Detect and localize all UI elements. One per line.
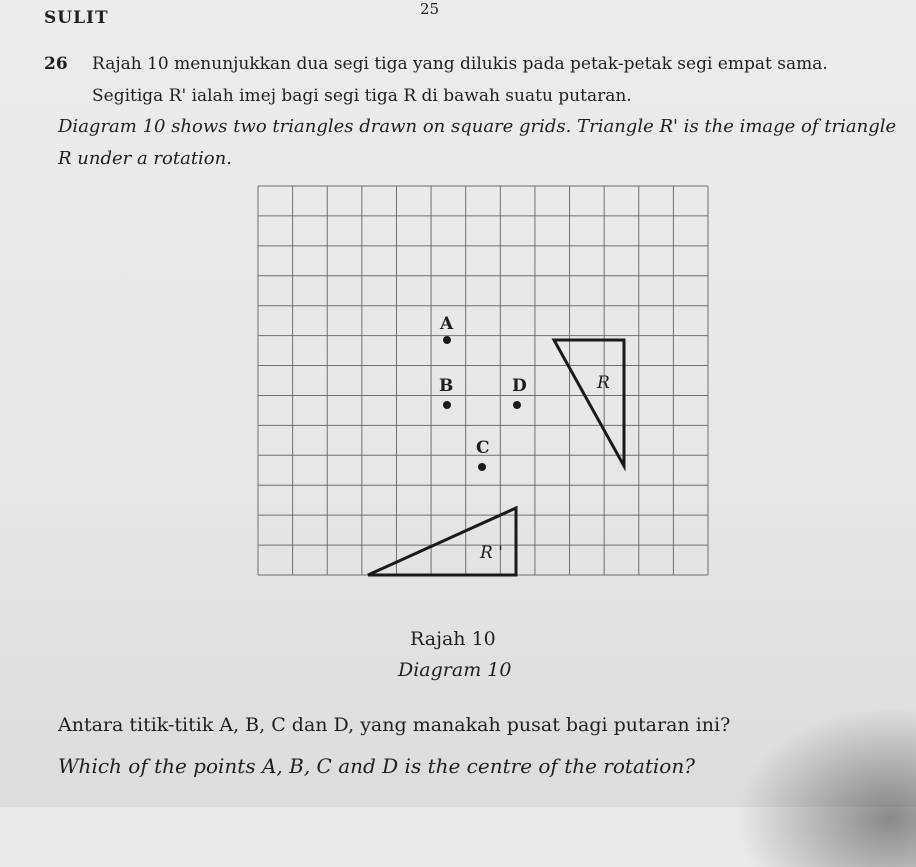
question-malay-line1: Rajah 10 menunjukkan dua segi tiga yang dilukis pada petak-petak segi empat sama. [92, 54, 828, 74]
point-c-label: C [476, 438, 490, 458]
point-a-label: A [440, 314, 454, 334]
triangle-r [554, 340, 624, 466]
question-english-line2: R under a rotation. [58, 148, 232, 169]
caption-english: Diagram 10 [398, 659, 512, 681]
header-sulit: SULIT [44, 8, 109, 28]
question-malay-line2: Segitiga R' ialah imej bagi segi tiga R di bawah suatu putaran. [92, 86, 632, 106]
square-grid [258, 186, 708, 575]
prompt-malay: Antara titik-titik A, B, C dan D, yang manakah pusat bagi putaran ini? [58, 714, 731, 736]
point-d-dot [513, 401, 521, 409]
triangle-r-image-label: R ' [480, 543, 503, 563]
point-c-dot [478, 463, 486, 471]
question-english-line1: Diagram 10 shows two triangles drawn on square grids. Triangle R' is the image of triangle [58, 116, 897, 137]
triangle-r-label: R [597, 373, 610, 393]
question-number: 26 [44, 54, 68, 74]
caption-malay: Rajah 10 [410, 628, 496, 650]
triangle-r-image [368, 508, 516, 575]
point-a-dot [443, 336, 451, 344]
page-number: 25 [420, 0, 440, 18]
point-b-label: B [439, 376, 454, 396]
point-b-dot [443, 401, 451, 409]
point-d-label: D [512, 376, 527, 396]
prompt-english: Which of the points A, B, C and D is the centre of the rotation? [58, 754, 695, 778]
